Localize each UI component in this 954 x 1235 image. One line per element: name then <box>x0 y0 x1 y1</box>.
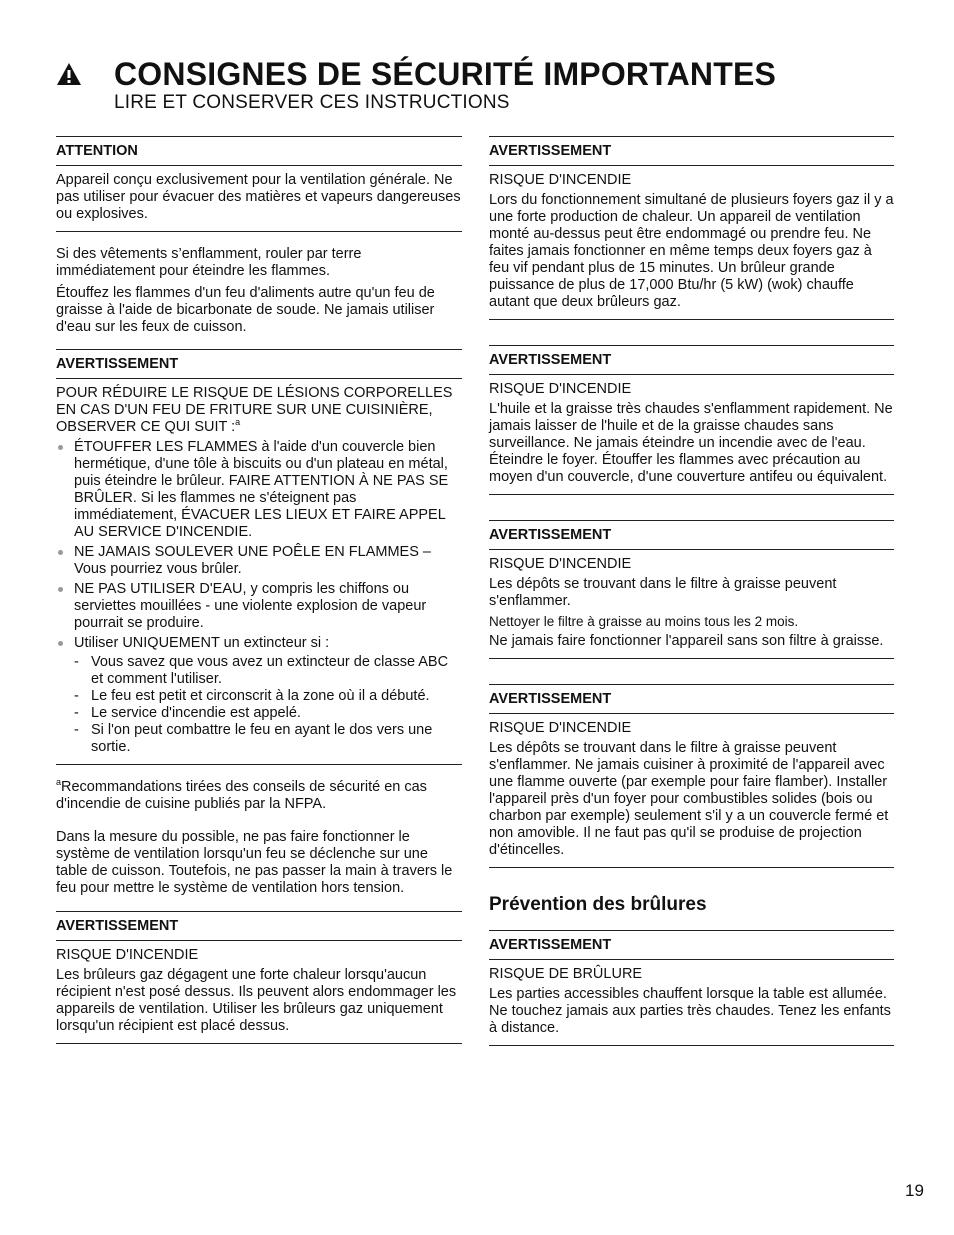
clothes-fire-text: Si des vêtements s’enflamment, rouler par terre immédiatement pour éteindre les flammes. <box>56 246 362 279</box>
burners-risk-label: RISQUE D'INCENDIE <box>56 947 199 963</box>
burners-warning-box <box>56 911 462 1044</box>
warning-text: Les dépôts se trouvant dans le filtre à graisse peuvent s'enflammer. Ne jamais cuisiner à proximité de l'appareil avec une flamme ouverte (par exemple pour faire flamber). Installer l'appareil près d'un foyer pour combustibles solides (bois ou charbon par exemple) seulement s'il y a un couvercle fermé et non amovible. Il ne faut pas qu'il se produise de projection d'étincelles. <box>489 740 889 858</box>
grease-fire-warning-box <box>56 349 462 765</box>
list-item: - Le service d'incendie est appelé. <box>74 705 301 721</box>
right-column <box>489 136 894 1046</box>
warning-text: Lors du fonctionnement simultané de plusieurs foyers gaz il y a une forte production de chaleur. Un appareil de ventilation monté au-dessus peut être endommagé ou prendre feu. Ne faites jamais fonctionner en même temps deux foyers gaz à feu vif pendant plus de 15 minutes. Un brûleur grande puissance de plus de 17,000 Btu/hr (5 kW) (wok) chauffe autant que deux brûleurs gaz. <box>489 192 894 310</box>
warning-heading: AVERTISSEMENT <box>489 685 894 714</box>
bullet-icon <box>58 641 63 646</box>
filter-cleaning-note: Nettoyer le filtre à graisse au moins tous les 2 mois. <box>489 614 799 629</box>
list-item: ÉTOUFFER LES FLAMMES à l'aide d'un couvercle bien hermétique, d'une tôle à biscuits ou d'un plateau en métal, puis éteindre le brûleur. FAIRE ATTENTION À NE PAS SE BRÛLER. Si les flammes ne s'éteignent pas immédiatement, ÉVACUER LES LIEUX ET FAIRE APPEL AU SERVICE D'INCENDIE. <box>56 439 462 541</box>
risk-label: RISQUE D'INCENDIE <box>489 556 632 572</box>
list-item: NE JAMAIS SOULEVER UNE POÊLE EN FLAMMES – Vous pourriez vous brûler. <box>56 544 462 578</box>
burners-text: Les brûleurs gaz dégagent une forte chaleur lorsqu'aucun récipient n'est posé dessus. Ils peuvent alors endommager les appareils de ventilation. Utiliser les brûleurs gaz uniquement lorsqu'un récipient est placé dessus. <box>56 967 457 1034</box>
warning-text: Les parties accessibles chauffent lorsque la table est allumée. Ne touchez jamais aux parties très chaudes. Tenez les enfants à distance. <box>489 986 891 1036</box>
warning-heading: AVERTISSEMENT <box>489 521 894 550</box>
warning-text: Les dépôts se trouvant dans le filtre à graisse peuvent s'enflammer. <box>489 576 837 609</box>
list-item: - Si l'on peut combattre le feu en ayant le dos vers une sortie. <box>74 722 433 755</box>
attention-heading: ATTENTION <box>56 137 462 166</box>
bullet-icon <box>58 550 63 555</box>
grease-fire-heading: AVERTISSEMENT <box>56 350 462 379</box>
warning-text: L'huile et la graisse très chaudes s'enflamment rapidement. Ne jamais laisser de l'huile et de la graisse chaudes sans surveillance. Ne jamais éteindre un incendie avec de l'eau. Éteindre le foyer. Étouffer les flammes avec précaution au moyen d'un couvercle, d'une couverture antifeu ou équivalent. <box>489 401 893 485</box>
warning-box-1 <box>489 136 894 320</box>
risk-label: RISQUE D'INCENDIE <box>489 381 632 397</box>
list-item: - Le feu est petit et circonscrit à la zone où il a débuté. <box>74 688 430 704</box>
smother-flames-text: Étouffez les flammes d'un feu d'aliments autre qu'un feu de graisse à l'aide de bicarbonate de soude. Ne jamais utiliser d'eau sur les feux de cuisson. <box>56 285 435 335</box>
risk-label: RISQUE D'INCENDIE <box>489 172 632 188</box>
list-item: NE PAS UTILISER D'EAU, y compris les chiffons ou serviettes mouillées - une violente explosion de vapeur pourrait se produire. <box>56 581 462 632</box>
bullet-icon <box>58 445 63 450</box>
grease-fire-intro: POUR RÉDUIRE LE RISQUE DE LÉSIONS CORPORELLES EN CAS D'UN FEU DE FRITURE SUR UNE CUISINIÈRE, OBSERVER CE QUI SUIT :$^a$ <box>56 385 453 435</box>
list-item: Utiliser UNIQUEMENT un extincteur si : <box>56 635 462 652</box>
warning-box-4 <box>489 684 894 868</box>
risk-label: RISQUE DE BRÛLURE <box>489 966 643 982</box>
attention-box <box>56 136 462 232</box>
list-item: - Vous savez que vous avez un extincteur de classe ABC et comment l'utiliser. <box>74 654 449 687</box>
footnote: $^a$Recommandations tirées des conseils de sécurité en cas d'incendie de cuisine publiés par la NFPA. <box>56 777 427 812</box>
ventilation-text: Dans la mesure du possible, ne pas faire fonctionner le système de ventilation lorsqu'un feu se déclenche sur une table de cuisson. Toutefois, ne pas passer la main à travers le feu pour mettre le système de ventilation hors tension. <box>56 829 453 896</box>
burns-section-heading: Prévention des brûlures <box>489 894 707 915</box>
footnote-text: Recommandations tirées des conseils de sécurité en cas d'incendie de cuisine publiés par la NFPA. <box>56 779 427 812</box>
warning-heading: AVERTISSEMENT <box>489 346 894 375</box>
warning-box-2 <box>489 345 894 495</box>
extinguisher-conditions <box>74 654 462 756</box>
attention-text: Appareil conçu exclusivement pour la ventilation générale. Ne pas utiliser pour évacuer des matières et vapeurs dangereuses ou explosives. <box>56 172 461 222</box>
fire-advice <box>56 246 462 336</box>
warning-triangle-icon <box>56 62 82 86</box>
warning-box-5 <box>489 930 894 1046</box>
burners-heading: AVERTISSEMENT <box>56 912 462 941</box>
page-subtitle: LIRE ET CONSERVER CES INSTRUCTIONS <box>114 92 510 113</box>
page-title: CONSIGNES DE SÉCURITÉ IMPORTANTES <box>114 56 777 92</box>
grease-fire-bullets <box>56 439 462 652</box>
bullet-icon <box>58 587 63 592</box>
warning-heading: AVERTISSEMENT <box>489 931 894 960</box>
left-column <box>56 136 462 1044</box>
warning-heading: AVERTISSEMENT <box>489 137 894 166</box>
warning-box-3 <box>489 520 894 659</box>
page-number: 19 <box>905 1181 924 1200</box>
risk-label: RISQUE D'INCENDIE <box>489 720 632 736</box>
warning-text-2: Ne jamais faire fonctionner l'appareil sans son filtre à graisse. <box>489 633 884 649</box>
footnote-marker: a <box>235 417 241 428</box>
